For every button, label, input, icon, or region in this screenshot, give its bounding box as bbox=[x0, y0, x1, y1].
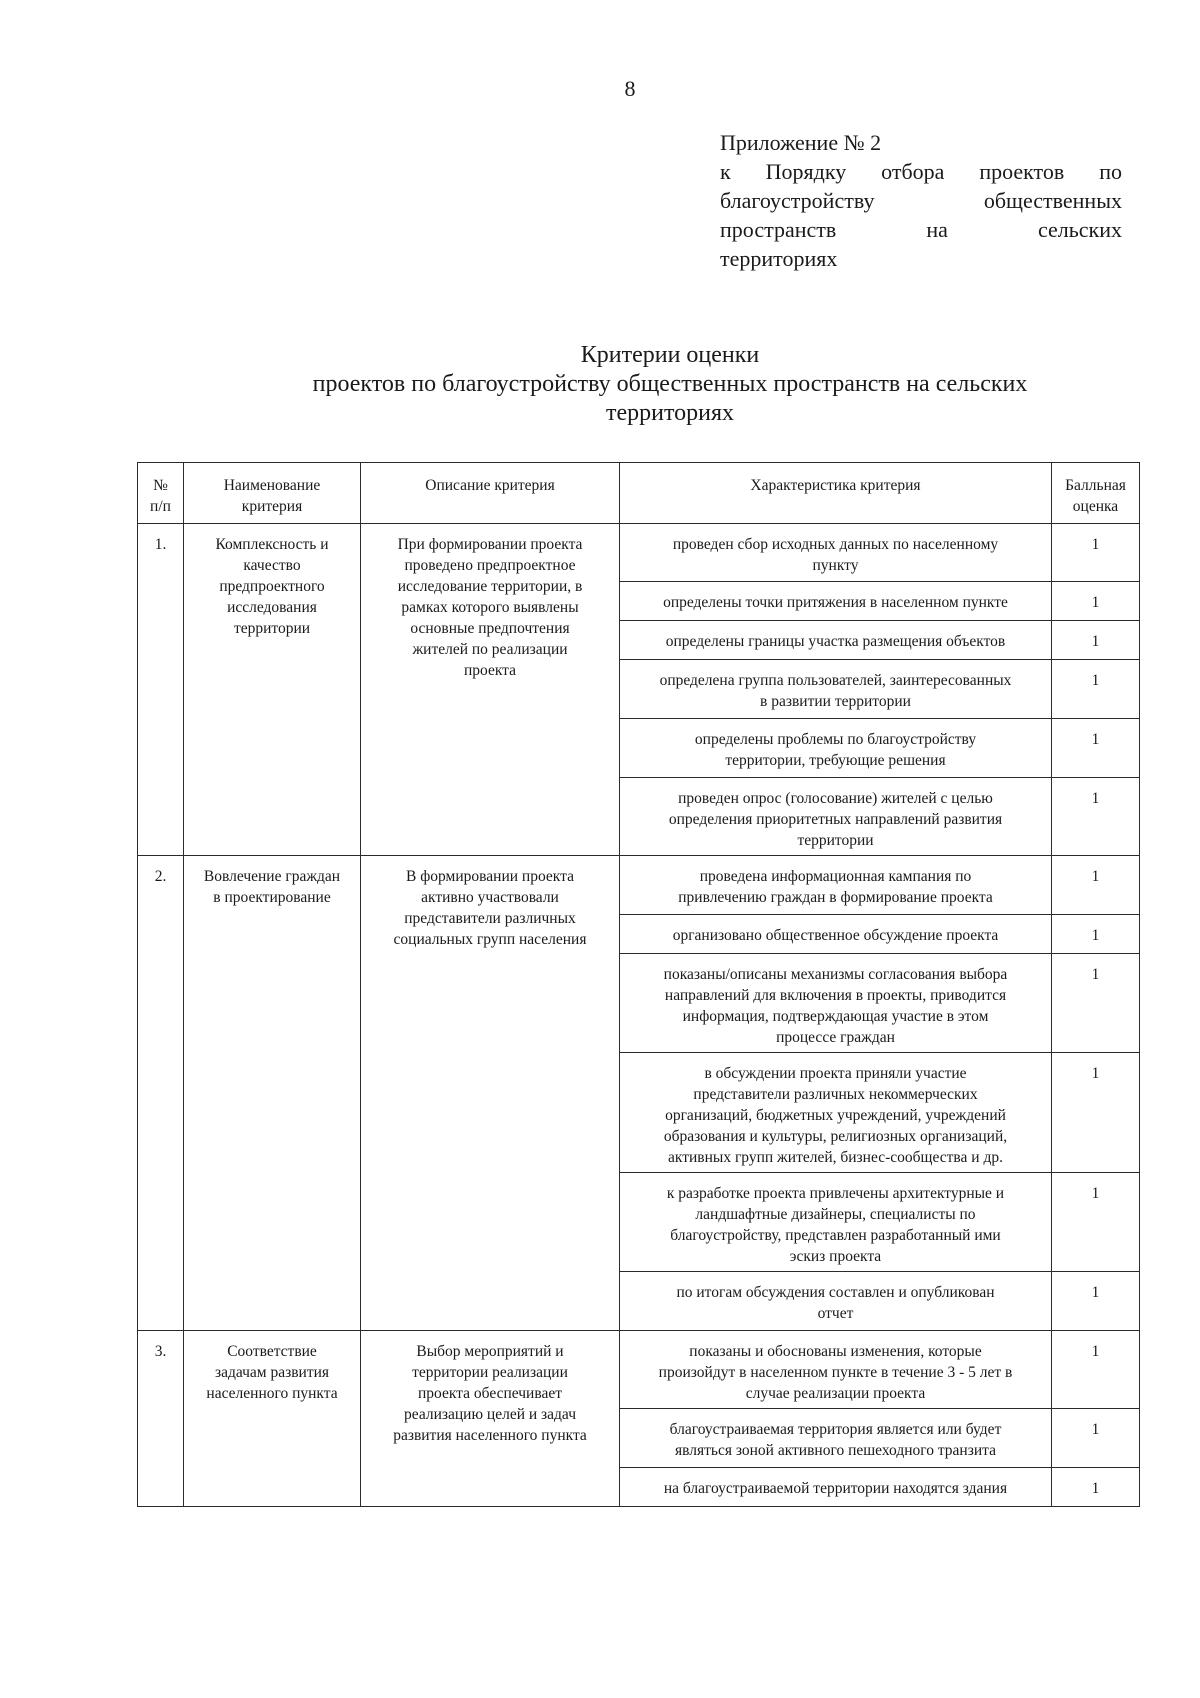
criterion-characteristic: определены границы участка размещения объектов bbox=[620, 621, 1052, 660]
criterion-description: При формировании проекта проведено предпроектное исследование территории, в рамках которого выявлены основные предпочтения жителей по реализации проекта bbox=[361, 524, 620, 856]
criterion-score: 1 bbox=[1052, 1173, 1140, 1272]
criterion-characteristic: благоустраиваемая территория является или будет являться зоной активного пешеходного транзита bbox=[620, 1409, 1052, 1468]
page-number: 8 bbox=[624, 76, 636, 101]
appendix-word: к bbox=[720, 159, 731, 184]
table-row bbox=[138, 856, 1140, 915]
criterion-score: 1 bbox=[1052, 1331, 1140, 1409]
criterion-characteristic: определены точки притяжения в населенном пункте bbox=[620, 582, 1052, 621]
criterion-number: 3. bbox=[138, 1331, 184, 1507]
criterion-characteristic: проведен опрос (голосование) жителей с целью определения приоритетных направлений развития территории bbox=[620, 778, 1052, 856]
appendix-word: пространств bbox=[720, 217, 837, 242]
appendix-word: сельских bbox=[1037, 217, 1122, 242]
criterion-description: Выбор мероприятий и территории реализации проекта обеспечивает реализацию целей и задач развития населенного пункта bbox=[361, 1331, 620, 1507]
table-row bbox=[138, 1331, 1140, 1409]
criterion-characteristic: проведен сбор исходных данных по населенному пункту bbox=[620, 524, 1052, 582]
document-title bbox=[0, 341, 1200, 428]
criterion-characteristic: по итогам обсуждения составлен и опубликован отчет bbox=[620, 1272, 1052, 1331]
criterion-score: 1 bbox=[1052, 524, 1140, 582]
criterion-characteristic: проведена информационная кампания по привлечению граждан в формирование проекта bbox=[620, 856, 1052, 915]
criterion-characteristic: на благоустраиваемой территории находятся здания bbox=[620, 1468, 1052, 1507]
criterion-score: 1 bbox=[1052, 621, 1140, 660]
header-criterion-characteristic: Характеристика критерия bbox=[620, 463, 1052, 524]
appendix-word: благоустройству bbox=[720, 188, 875, 213]
header-score: Балльная оценка bbox=[1052, 463, 1140, 524]
criterion-score: 1 bbox=[1052, 1409, 1140, 1468]
criterion-characteristic: показаны/описаны механизмы согласования выбора направлений для включения в проекты, приводится информация, подтверждающая участие в этом процессе граждан bbox=[620, 954, 1052, 1053]
criterion-number: 1. bbox=[138, 524, 184, 856]
criterion-characteristic: в обсуждении проекта приняли участие представители различных некоммерческих организаций, бюджетных учреждений, учреждений образования и культуры, религиозных организаций, активных групп жителей, бизнес-сообщества и др. bbox=[620, 1053, 1052, 1173]
document-title-line-1: Критерии оценки bbox=[580, 342, 760, 368]
appendix-header bbox=[720, 128, 1122, 273]
table-header-row bbox=[138, 463, 1140, 524]
document-title-line-2: проектов по благоустройству общественных пространств на сельских bbox=[312, 371, 1028, 397]
appendix-line-2 bbox=[720, 186, 1122, 215]
table-row bbox=[138, 524, 1140, 582]
criteria-table bbox=[137, 462, 1140, 1507]
criterion-score: 1 bbox=[1052, 778, 1140, 856]
criterion-name: Комплексность и качество предпроектного исследования территории bbox=[184, 524, 361, 856]
criterion-characteristic: определена группа пользователей, заинтересованных в развитии территории bbox=[620, 660, 1052, 719]
criterion-characteristic: организовано общественное обсуждение проекта bbox=[620, 915, 1052, 954]
appendix-word: на bbox=[926, 217, 948, 242]
appendix-line-1 bbox=[720, 157, 1122, 186]
criterion-score: 1 bbox=[1052, 1272, 1140, 1331]
criterion-score: 1 bbox=[1052, 660, 1140, 719]
criterion-characteristic: определены проблемы по благоустройству территории, требующие решения bbox=[620, 719, 1052, 778]
table-body bbox=[138, 524, 1140, 1507]
criterion-score: 1 bbox=[1052, 719, 1140, 778]
appendix-line-3 bbox=[720, 215, 1122, 244]
appendix-word: общественных bbox=[983, 188, 1122, 213]
appendix-word: отбора bbox=[881, 159, 945, 184]
criterion-characteristic: показаны и обоснованы изменения, которые произойдут в населенном пункте в течение 3 - 5 лет в случае реализации проекта bbox=[620, 1331, 1052, 1409]
header-criterion-description: Описание критерия bbox=[361, 463, 620, 524]
appendix-word: проектов bbox=[979, 159, 1065, 184]
document-title-line-3: территориях bbox=[605, 400, 735, 426]
appendix-word: Порядку bbox=[765, 159, 847, 184]
criterion-score: 1 bbox=[1052, 856, 1140, 915]
criterion-score: 1 bbox=[1052, 1468, 1140, 1507]
appendix-word: по bbox=[1099, 159, 1122, 184]
appendix-title: Приложение № 2 bbox=[720, 130, 882, 155]
criterion-score: 1 bbox=[1052, 582, 1140, 621]
appendix-line-4: территориях bbox=[720, 246, 838, 271]
criterion-score: 1 bbox=[1052, 915, 1140, 954]
header-criterion-name: Наименование критерия bbox=[184, 463, 361, 524]
criterion-name: Соответствие задачам развития населенного пункта bbox=[184, 1331, 361, 1507]
header-number: № п/п bbox=[138, 463, 184, 524]
criterion-score: 1 bbox=[1052, 954, 1140, 1053]
criterion-characteristic: к разработке проекта привлечены архитектурные и ландшафтные дизайнеры, специалисты по благоустройству, представлен разработанный ими эскиз проекта bbox=[620, 1173, 1052, 1272]
criterion-number: 2. bbox=[138, 856, 184, 1331]
criterion-score: 1 bbox=[1052, 1053, 1140, 1173]
criterion-name: Вовлечение граждан в проектирование bbox=[184, 856, 361, 1331]
criterion-description: В формировании проекта активно участвовали представители различных социальных групп населения bbox=[361, 856, 620, 1331]
